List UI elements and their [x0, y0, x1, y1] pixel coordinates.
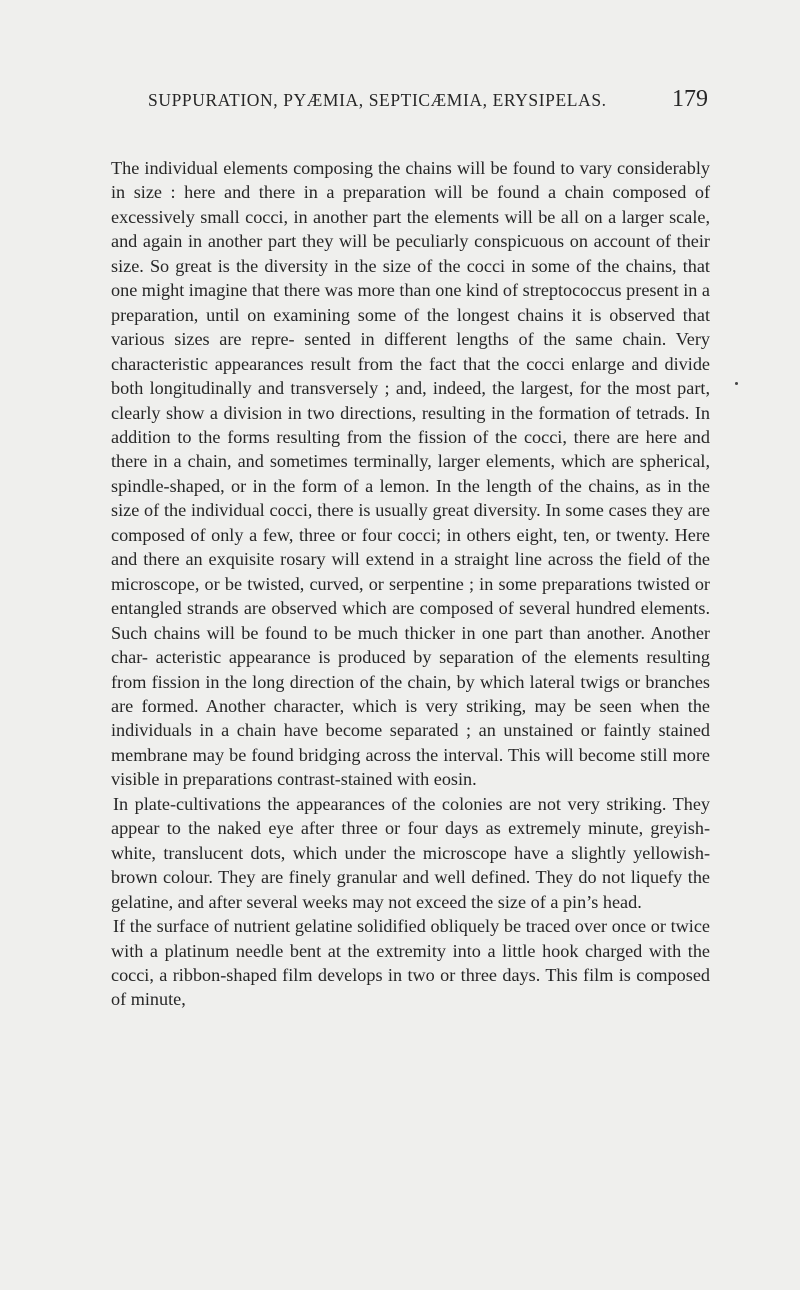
- margin-dot: [735, 382, 738, 385]
- body-text: [111, 156, 710, 1012]
- running-head: SUPPURATION, PYÆMIA, SEPTICÆMIA, ERYSIPELAS.: [148, 90, 607, 110]
- page-header: [148, 86, 708, 120]
- page-number: 179: [672, 86, 708, 112]
- paragraph-gelatine-surface: If the surface of nutrient gelatine solidified obliquely be traced over once or twice with a platinum needle bent at the extremity into a little hook charged with the cocci, a ribbon-shaped film develops in two or three days. This film is composed of minute,: [111, 916, 710, 1010]
- paragraph-plate-cultivations: In plate-cultivations the appearances of the colonies are not very striking. They appear to the naked eye after three or four days as extremely minute, greyish-white, translucent dots, which under the microscope have a slightly yellowish-brown colour. They are finely granular and well defined. They do not liquefy the gelatine, and after several weeks may not exceed the size of a pin’s head.: [111, 793, 710, 912]
- paragraph-chains: The individual elements composing the chains will be found to vary considerably in size : here and there in a preparation will be found a chain composed of excessively small cocci, in another part the elements will be all on a larger scale, and again in another part they will be peculiarly conspicuous on account of their size. So great is the diversity in the size of the cocci in some of the chains, that one might imagine that there was more than one kind of streptococcus present in a preparation, until on examining some of the longest chains it is observed that various sizes are repre- sented in different lengths of the same chain. Very characteristic appearances result from the fact that the cocci enlarge and divide both longitudinally and transversely ; and, indeed, the largest, for the most part, clearly show a division in two directions, resulting in the formation of tetrads. In addition to the forms resulting from the fission of the cocci, there are here and there in a chain, and sometimes terminally, larger elements, which are spherical, spindle-shaped, or in the form of a lemon. In the length of the chains, as in the size of the individual cocci, there is usually great diversity. In some cases they are composed of only a few, three or four cocci; in others eight, ten, or twenty. Here and there an exquisite rosary will extend in a straight line across the field of the microscope, or be twisted, curved, or serpentine ; in some preparations twisted or entangled strands are observed which are composed of several hundred elements. Such chains will be found to be much thicker in one part than another. Another char- acteristic appearance is produced by separation of the elements resulting from fission in the long direction of the chain, by which lateral twigs or branches are formed. Another character, which is very striking, may be seen when the individuals in a chain have become separated ; an unstained or faintly stained membrane may be found bridging across the interval. This will become still more visible in preparations contrast-stained with eosin.: [111, 158, 710, 790]
